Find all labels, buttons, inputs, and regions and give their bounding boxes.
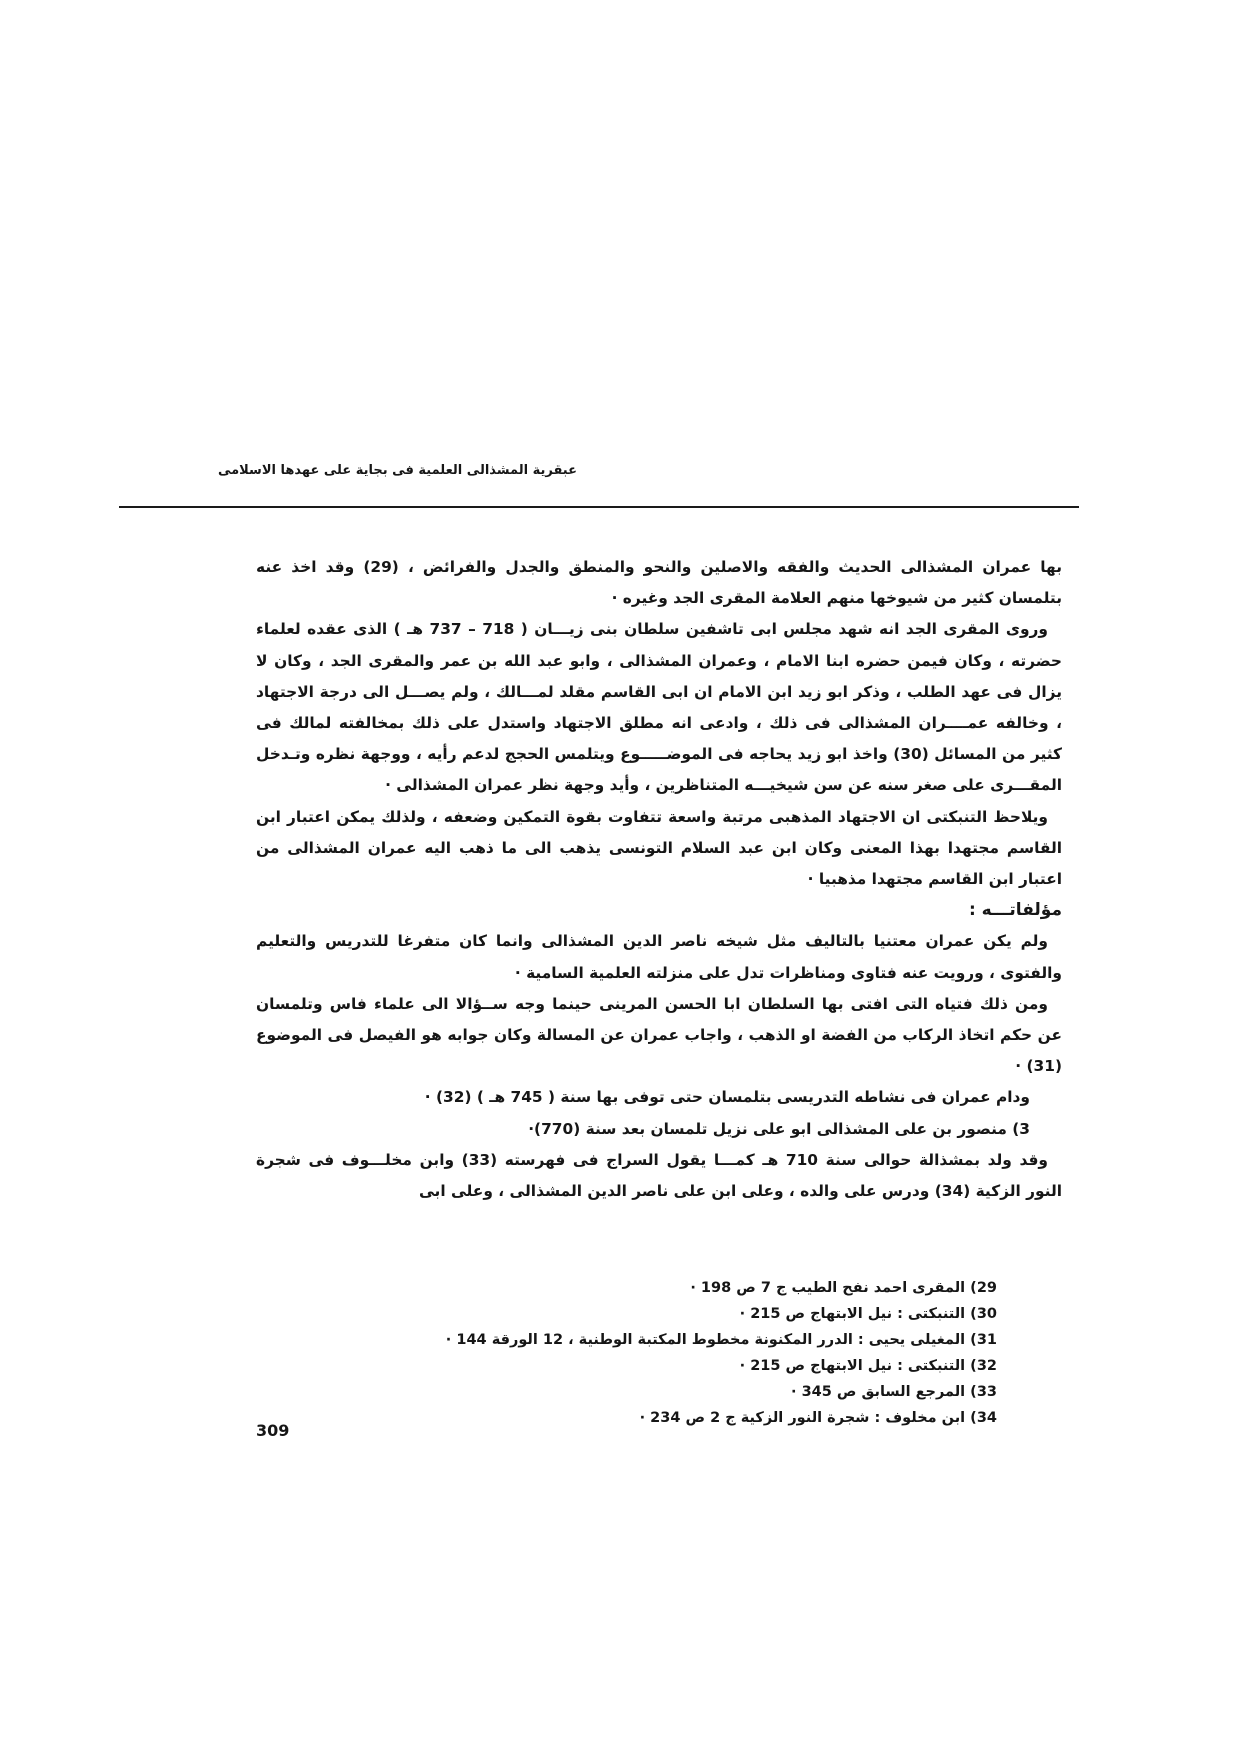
paragraph-6: ودام عمران فى نشاطه التدريسى بتلمسان حتى توفى بها سنة ( 745 هـ ) (32) · (424, 1088, 1030, 1107)
footnotes (357, 1275, 997, 1431)
footnote-29: 29) المقرى احمد نفح الطيب ج 7 ص 198 · (690, 1280, 997, 1296)
footnote-33: 33) المرجع السابق ص 345 · (791, 1384, 997, 1400)
body-text (256, 552, 1062, 1207)
footnote-34: 34) ابن مخلوف : شجرة النور الزكية ج 2 ص 234 · (639, 1410, 997, 1426)
page-number: 309 (256, 1421, 290, 1440)
footnote-31: 31) المغيلى يحيى : الدرر المكنونة مخطوط المكتبة الوطنية ، 12 الورقة 144 · (445, 1332, 997, 1348)
footnote-30: 30) التنبكتى : نيل الابتهاج ص 215 · (739, 1306, 997, 1322)
running-title: عبقرية المشذالى العلمية فى بجاية على عهدها الاسلامى (217, 463, 577, 478)
paragraph-7: 3) منصور بن على المشذالى ابو على نزيل تلمسان بعد سنة (770)· (528, 1119, 1030, 1138)
footnote-32: 32) التنبكتى : نيل الابتهاج ص 215 · (739, 1358, 997, 1374)
paragraph-2: وروى المقرى الجد انه شهد مجلس ابى تاشفين سلطان بنى زيـــان ( 718 – 737 هـ ) الذى عقده لعلماء حضرته ، وكان فيمن حضره ابنا الامام ، وعمران المشذالى ، وابو عبد الله بن عمر والمقرى الجد ، وكان لا يزال فى عهد الطلب ، وذكر ابو زيد ابن الامام ان ابى القاسم مقلد لمـــالك ، ولم يصـــل الى درجة الاجتهاد ، وخالفه عمــــران المشذالى فى ذلك ، وادعى انه مطلق الاجتهاد واستدل على ذلك بمخالفته لمالك فى كثير من المسائل (30) واخذ ابو زيد يحاجه فى الموضـــــوع ويتلمس الحجج لدعم رأيه ، ووجهة نظره وتـدخل المقـــرى على صغر سنه عن سن شيخيـــه المتناظرين ، وأيد وجهة نظر عمران المشذالى · (256, 620, 1063, 795)
paragraph-1: بها عمران المشذالى الحديث والفقه والاصلين والنحو والمنطق والجدل والفرائض ، (29) وقد اخذ عنه بتلمسان كثير من شيوخها منهم العلامة المقرى الجد وغيره · (256, 558, 1063, 608)
paragraph-3: ويلاحظ التنبكتى ان الاجتهاد المذهبى مرتبة واسعة تتفاوت بقوة التمكين وضعفه ، ولذلك يمكن اعتبار ابن القاسم مجتهدا بهذا المعنى وكان ابن عبد السلام التونسى يذهب الى ما ذهب اليه عمران المشذالى من اعتبار ابن القاسم مجتهدا مذهبيا · (256, 807, 1062, 889)
header-rule (119, 506, 1079, 508)
paragraph-8: وقد ولد بمشذالة حوالى سنة 710 هـ كمـــا يقول السراج فى فهرسته (33) وابن مخلـــوف فى شجرة النور الزكية (34) ودرس على والده ، وعلى ابن على ناصر الدين المشذالى ، وعلى ابى (256, 1150, 1062, 1201)
paragraph-5: ومن ذلك فتياه التى افتى بها السلطان ابا الحسن المرينى حينما وجه ســؤالا الى علماء فاس وتلمسان عن حكم اتخاذ الركاب من الفضة او الذهب ، واجاب عمران عن المسالة وكان جوابه هو الفيصل فى الموضوع (31) · (256, 994, 1062, 1076)
paragraph-4: ولم يكن عمران معتنيا بالتاليف مثل شيخه ناصر الدين المشذالى وانما كان متفرغا للتدريس والتعليم والفتوى ، ورويت عنه فتاوى ومناظرات تدل على منزلته العلمية السامية · (256, 932, 1062, 982)
section-heading-works: مؤلفاتـــه : (968, 900, 1062, 921)
